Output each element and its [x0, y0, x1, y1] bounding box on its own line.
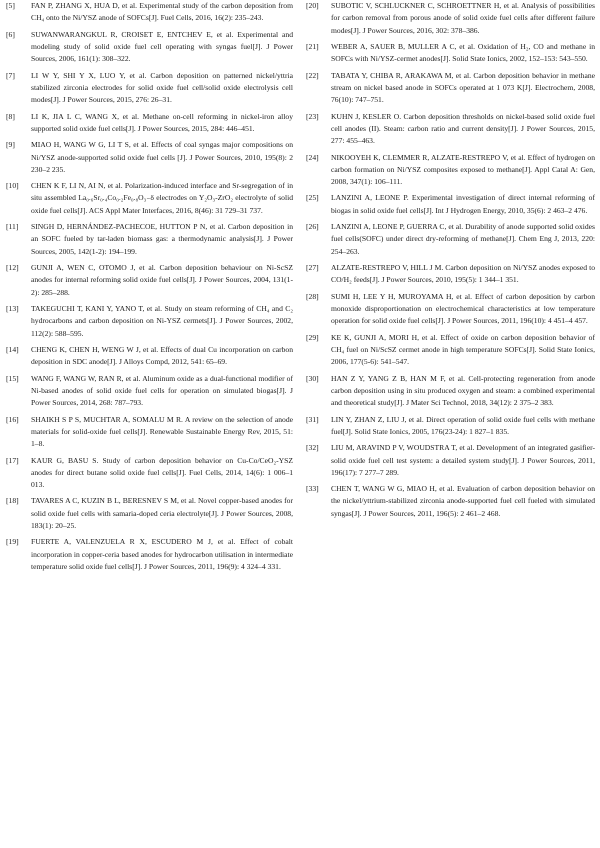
reference-entry [306, 70, 595, 107]
reference-number: [22] [306, 70, 319, 80]
reference-text: LANZINI A, LEONE P, GUERRA C, et al. Durability of anode supported solid oxides fuel cells(SOFC) under direct dry-reforming of methane[J]. Chem Eng J, 2013, 220: 254–263. [331, 222, 595, 256]
reference-text: CHENG K, CHEN H, WENG W J, et al. Effects of dual Cu incorporation on carbon deposition in SDC anode[J]. J Alloys Compd, 2012, 541: 65–69. [31, 344, 293, 367]
reference-entry [6, 414, 293, 451]
reference-number: [27] [306, 263, 319, 273]
reference-number: [21] [306, 41, 319, 51]
reference-text: LI K, JIA L C, WANG X, et al. Methane on-cell reforming in nickel-iron alloy supported solid oxide fuel cells[J]. J Power Sources, 2015, 284: 446–451. [31, 111, 293, 133]
reference-text: TAKEGUCHI T, KANI Y, YANO T, et al. Study on steam reforming of CH₄ and C₂ hydrocarbons and carbon deposition on Ni-YSZ cermets[J]. J Power Sources, 2002, 112(2): 588–595. [31, 304, 293, 338]
reference-text: CHEN T, WANG W G, MIAO H, et al. Evaluation of carbon deposition behavior on the nickel/yttrium-stabilized zirconia anode-supported fuel cell fueled with simulated syngas[J]. J Power Sources, 2011, 196(5): 2 461–2 468. [331, 484, 595, 518]
reference-number: [16] [6, 414, 19, 424]
reference-number: [20] [306, 1, 319, 10]
reference-text: LI W Y, SHI Y X, LUO Y, et al. Carbon deposition on patterned nickel/yttria stabilized zirconia electrodes for solid oxide fuel cell/solid oxide electrolysis cell modes[J]. J Power Sources, 2015, 276: 26–31. [31, 70, 293, 105]
reference-number: [26] [306, 222, 319, 232]
reference-text: MIAO H, WANG W G, LI T S, et al. Effects of coal syngas major compositions on Ni/YSZ anode-supported solid oxide fuel cells [J]. J Power Sources, 2010, 195(8): 2 230–2 235. [31, 140, 293, 174]
reference-entry [306, 0, 595, 37]
reference-text: KAUR G, BASU S. Study of carbon deposition behavior on Cu-Co/CeO₂-YSZ anodes for direct butane solid oxide fuel cells[J]. Fuel Cells, 2014, 14(6): 1 006–1 013. [31, 455, 293, 489]
reference-column-left [6, 0, 293, 577]
reference-entry [306, 414, 595, 439]
reference-entry [6, 139, 293, 176]
reference-number: [31] [306, 414, 319, 424]
reference-number: [10] [6, 181, 19, 191]
reference-text: SUBOTIC V, SCHLUCKNER C, SCHROETTNER H, et al. Analysis of possibilities for carbon removal from porous anode of solid oxide fuel cells after different failure modes[J]. J Power Sources, 2016, 302: 378–386. [331, 1, 595, 35]
reference-entry [6, 0, 293, 25]
reference-entry [6, 495, 293, 532]
reference-entry [306, 221, 595, 258]
reference-number: [5] [6, 1, 15, 10]
reference-entry [306, 192, 595, 217]
reference-entry [6, 29, 293, 66]
reference-entry [306, 41, 595, 66]
reference-text: SUWANWARANGKUL R, CROISET E, ENTCHEV E, et al. Experimental and modeling study of solid oxide fuel cell operating with syngas fuel[J]. J Power Sources, 2006, 161(1): 308–322. [31, 29, 293, 64]
reference-number: [7] [6, 70, 15, 80]
reference-text: SHAIKH S P S, MUCHTAR A, SOMALU M R. A review on the selection of anode materials for solid-oxide fuel cells[J]. Renewable Sustainable Energy Rev, 2015, 51: 1–8. [31, 414, 293, 449]
reference-entry [6, 70, 293, 107]
reference-text: GUNJI A, WEN C, OTOMO J, et al. Carbon deposition behaviour on Ni-ScSZ anodes for internal reforming solid oxide fuel cells[J]. J Power Sources, 2004, 131(1-2): 285–288. [31, 263, 293, 297]
reference-number: [15] [6, 373, 19, 383]
reference-number: [6] [6, 29, 15, 39]
reference-text: LANZINI A, LEONE P. Experimental investigation of direct internal reforming of biogas in solid oxide fuel cells[J]. Int J Hydrogen Energy, 2010, 35(6): 2 463–2 476. [331, 193, 595, 215]
reference-text: WEBER A, SAUER B, MULLER A C, et al. Oxidation of H₂, CO and methane in SOFCs with Ni/YSZ-cermet anodes[J]. Solid State Ionics, 2002, 152–153: 543–550. [331, 41, 595, 64]
reference-number: [11] [6, 222, 19, 232]
reference-column-right [306, 0, 595, 524]
reference-number: [13] [6, 304, 19, 313]
reference-entry [306, 291, 595, 328]
reference-text: FUERTE A, VALENZUELA R X, ESCUDERO M J, et al. Effect of cobalt incorporation in copper-ceria based anodes for hydrocarbon utilisation in intermediate temperature solid oxide fuel cells[J]. J Power Sources, 2011, 196(9): 4 324–4 331. [31, 537, 293, 571]
reference-number: [9] [6, 140, 15, 150]
reference-entry [6, 180, 293, 217]
reference-text: LIN Y, ZHAN Z, LIU J, et al. Direct operation of solid oxide fuel cells with methane fuel[J]. Solid State Ionics, 2005, 176(23-24): 1 827–1 835. [331, 414, 595, 436]
reference-text: HAN Z Y, YANG Z B, HAN M F, et al. Cell-protecting regeneration from anode carbon deposition using in situ produced oxygen and steam: a combined experimental and theoretical study[J]. J Mater Sci Technol, 2018, 34(12): 2 375–2 383. [331, 373, 595, 408]
reference-text: TABATA Y, CHIBA R, ARAKAWA M, et al. Carbon deposition behavior in methane stream on nickel based anode in SOFCs operated at 1 073 K[J]. Electrochem, 2008, 76(10): 747–751. [331, 70, 595, 105]
reference-entry [6, 344, 293, 369]
reference-entry [306, 442, 595, 479]
reference-number: [8] [6, 111, 15, 121]
reference-entry [6, 221, 293, 258]
reference-number: [12] [6, 263, 19, 273]
reference-number: [33] [306, 484, 319, 494]
reference-number: [18] [6, 496, 19, 506]
reference-text: KUHN J, KESLER O. Carbon deposition thresholds on nickel-based solid oxide fuel cell anodes (II). Steam: carbon ratio and current density[J]. J Power Sources, 2015, 277: 455–463. [331, 111, 595, 146]
reference-number: [30] [306, 373, 319, 383]
reference-number: [24] [306, 152, 319, 162]
reference-text: SUMI H, LEE Y H, MUROYAMA H, et al. Effect of carbon deposition by carbon monoxide disproportionation on electrochemical characteristics at low temperature operation for solid oxide fuel cells[J]. J Power Sources, 2011, 196(10): 4 451–4 457. [331, 291, 595, 326]
reference-text: WANG F, WANG W, RAN R, et al. Aluminum oxide as a dual-functional modifier of Ni-based anodes of solid oxide fuel cells for operation on simulated biogas[J]. J Power Sources, 2014, 268: 787–793. [31, 373, 293, 408]
reference-entry [306, 152, 595, 189]
reference-entry [6, 536, 293, 573]
reference-entry [306, 483, 595, 520]
reference-number: [14] [6, 344, 19, 354]
reference-entry [306, 373, 595, 410]
reference-entry [6, 262, 293, 299]
reference-entry [306, 332, 595, 369]
reference-text: SINGH D, HERNÁNDEZ-PACHECOE, HUTTON P N, et al. Carbon deposition in an SOFC fueled by tar-laden biomass gas: a thermodynamic analysis[J]. J Power Sources, 2005, 142(1-2): 194–199. [31, 222, 293, 256]
reference-text: TAVARES A C, KUZIN B L, BERESNEV S M, et al. Novel copper-based anodes for solid oxide fuel cells with samaria-doped ceria electrolyte[J]. J Power Sources, 2008, 183(1): 20–25. [31, 496, 293, 530]
reference-number: [32] [306, 443, 319, 453]
reference-text: KE K, GUNJI A, MORI H, et al. Effect of oxide on carbon deposition behavior of CH₄ fuel on Ni/ScSZ cermet anode in high temperature SOFCs[J]. Solid State Ionics, 2006, 177(5-6): 541–547. [331, 332, 595, 367]
reference-text: FAN P, ZHANG X, HUA D, et al. Experimental study of the carbon deposition from CH₄ onto the Ni/YSZ anode of SOFCs[J]. Fuel Cells, 2016, 16(2): 235–243. [31, 1, 293, 23]
reference-number: [28] [306, 291, 319, 301]
reference-number: [17] [6, 455, 19, 465]
reference-text: NIKOOYEH K, CLEMMER R, ALZATE-RESTREPO V, et al. Effect of hydrogen on carbon formation on Ni/YSZ composites exposed to methane[J]. Appl Catal A: Gen, 2008, 347(1): 106–111. [331, 152, 595, 186]
reference-text: LIU M, ARAVIND P V, WOUDSTRA T, et al. Development of an integrated gasifier-solid oxide fuel cell test system: a detailed system study[J]. J Power Sources, 2011, 196(17): 7 277–7 289. [331, 443, 595, 477]
reference-number: [23] [306, 111, 319, 121]
reference-entry [6, 303, 293, 340]
reference-entry [6, 111, 293, 136]
reference-entry [6, 373, 293, 410]
reference-number: [25] [306, 193, 319, 203]
reference-entry [306, 262, 595, 287]
reference-entry [6, 455, 293, 492]
reference-number: [19] [6, 537, 19, 547]
reference-number: [29] [306, 332, 319, 342]
reference-entry [306, 111, 595, 148]
reference-text: CHEN K F, LI N, AI N, et al. Polarization-induced interface and Sr-segregation of in situ assembled La₀.₆Sr₀.₄Co₀.₂Fe₀.₈O₃₋δ electrodes on Y₂O₃-ZrO₂ electrolyte of solid oxide fuel cells[J]. ACS Appl Mater Interfaces, 2016, 8(46): 31 729–31 737. [31, 181, 293, 215]
reference-text: ALZATE-RESTREPO V, HILL J M. Carbon deposition on Ni/YSZ anodes exposed to CO/H₂ feeds[J]. J Power Sources, 2010, 195(5): 1 344–1 351. [331, 263, 595, 285]
